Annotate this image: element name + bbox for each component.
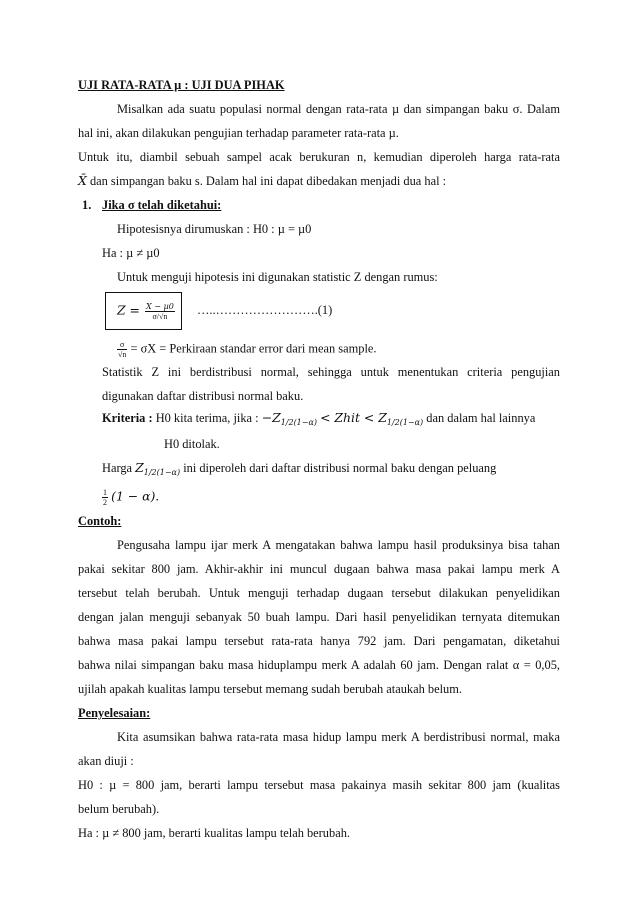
hypothesis-h0: Hipotesisnya dirumuskan : H0 : µ = µ0 [117,222,312,236]
peluang-fraction [102,488,108,507]
statistic-line-2: digunakan daftar distribusi normal baku. [102,389,304,403]
harga-line [102,460,496,481]
contoh-line-4: dengan jalan menguji sebanyak 50 buah lampu. Dari hasil penyelidikan ternyata ditemukan [78,610,560,624]
intro-line-3: Untuk itu, diambil sebuah sampel acak berukuran n, kemudian diperoleh harga rata-rata [78,150,560,164]
contoh-line-1: Pengusaha lampu ijar merk A mengatakan bahwa lampu hasil produksinya bisa tahan [117,538,560,552]
xbar-symbol: X̄ [78,173,87,188]
criteria-line [102,410,535,431]
criteria-tail: dan dalam hal lainnya [426,411,536,425]
harga-z: Z [135,460,144,475]
penyelesaian-line-2: akan diuji : [78,754,134,768]
intro-line-4-text: dan simpangan baku s. Dalam hal ini dapat dibedakan menjadi dua hal : [89,174,447,188]
z-formula-denominator: σ/√n [152,312,168,321]
page-title: UJI RATA-RATA µ : UJI DUA PIHAK [78,78,285,92]
contoh-line-5: bahwa masa pakai lampu tersebut rata-rata hanya 792 jam. Dari pengamatan, diketahui [78,634,560,648]
case-1-title: Jika σ telah diketahui: [102,198,222,212]
peluang-line [102,488,159,507]
penyelesaian-line-3: H0 : µ = 800 jam, berarti lampu tersebut masa pakainya masih sekitar 800 jam (kualitas [78,778,560,792]
standard-error-line [117,340,377,359]
contoh-line-2: pakai sekitar 800 jam. Akhir-akhir ini muncul dugaan bahwa masa pakai lampu merk A [78,562,560,576]
z-formula-den-sigma: σ [152,312,157,321]
peluang-den: 2 [103,498,107,507]
intro-line-1: Misalkan ada suatu populasi normal dengan rata-rata µ dan simpangan baku σ. Dalam [117,102,560,116]
criteria-label: Kriteria : [102,411,153,425]
contoh-line-7: ujilah apakah kualitas lampu tersebut memang sudah berubah ataukah belum. [78,682,462,696]
z-formula-fraction [145,302,175,321]
z-formula-den-sqrt: √n [159,312,168,321]
statistic-line-1: Statistik Z ini berdistribusi normal, sehingga untuk menentukan criteria pengujian [102,365,560,379]
criteria-expr-a: −Z [261,410,281,425]
case-1-number: 1. [82,198,92,212]
criteria-text: H0 kita terima, jika : [155,411,259,425]
contoh-title: Contoh: [78,514,122,528]
contoh-line-3: tersebut telah berubah. Untuk menguji terhadap dugaan tersebut dilakukan penyelidikan [78,586,560,600]
peluang-tail: (1 − α). [111,488,160,504]
se-sigma: σ [117,340,127,350]
contoh-line-6: bahwa nilai simpangan baku masa hiduplampu merk A adalah 60 jam. Dengan ralat α = 0,05, [78,658,560,672]
se-text: = σX = Perkiraan standar error dari mean sample. [130,341,377,356]
intro-line-2: hal ini, akan dilakukan pengujian terhadap parameter rata-rata µ. [78,126,399,140]
z-formula-lhs: Z = [117,302,140,318]
hypothesis-ha: Ha : µ ≠ µ0 [102,246,160,260]
intro-line-4 [78,173,446,189]
criteria-sub-b: 1/2(1−α) [386,418,424,427]
peluang-num: 1 [103,488,107,497]
se-sqrt: √n [118,350,127,359]
penyelesaian-line-5: Ha : µ ≠ 800 jam, berarti kualitas lampu telah berubah. [78,826,350,840]
criteria-sub-a: 1/2(1−α) [280,418,317,427]
criteria-expr-b: < Zhit < Z [320,410,387,425]
equation-reference: …..…………………….(1) [197,303,333,317]
se-fraction [117,340,127,359]
harga-sub: 1/2(1−α) [143,468,181,477]
z-formula [117,302,175,321]
penyelesaian-line-1: Kita asumsikan bahwa rata-rata masa hidup lampu merk A berdistribusi normal, maka [117,730,560,744]
penyelesaian-line-4: belum berubah). [78,802,160,816]
test-intro: Untuk menguji hipotesis ini digunakan statistic Z dengan rumus: [117,270,438,284]
criteria-rejected: H0 ditolak. [164,437,220,451]
penyelesaian-title: Penyelesaian: [78,706,151,720]
z-formula-numerator: X − µ0 [146,302,174,311]
harga-text-a: Harga [102,461,133,475]
harga-text-b: ini diperoleh dari daftar distribusi normal baku dengan peluang [183,461,497,475]
